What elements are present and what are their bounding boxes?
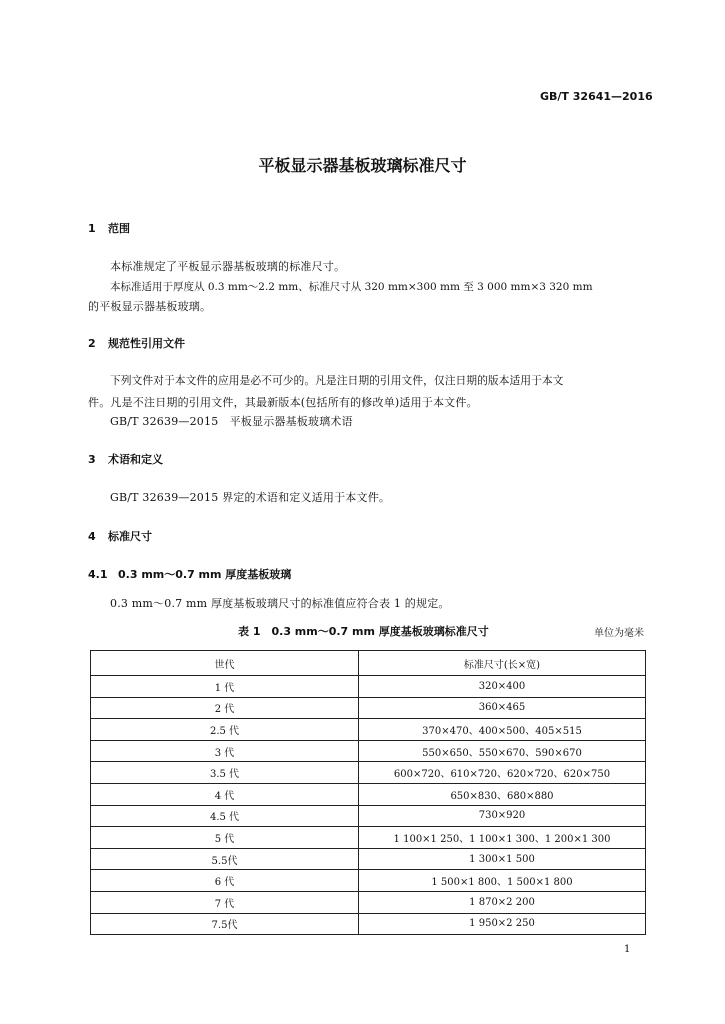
section-1-paragraph-1: 本标准规定了平板显示器基板玻璃的标准尺寸。 — [110, 260, 346, 273]
table-row — [91, 848, 646, 870]
table-row — [91, 783, 646, 805]
section-2-paragraph-line-2: 件。凡是不注日期的引用文件，其最新版本(包括所有的修改单)适用于本文件。 — [88, 396, 478, 409]
generation-cell: 7 代 — [91, 891, 359, 913]
generation-cell: 5 代 — [91, 827, 359, 849]
section-2-heading — [88, 335, 185, 351]
table-caption: 表 1 0.3 mm～0.7 mm 厚度基板玻璃标准尺寸 — [238, 625, 489, 638]
section-title: 标准尺寸 — [108, 530, 152, 543]
column-header-generation: 世代 — [91, 651, 359, 676]
section-number: 3 — [88, 453, 96, 466]
section-4-heading — [88, 528, 152, 544]
generation-cell: 7.5代 — [91, 913, 359, 935]
size-cell: 360×465 — [359, 697, 646, 719]
normative-reference: GB/T 32639—2015 平板显示器基板玻璃术语 — [110, 415, 353, 428]
generation-cell: 6 代 — [91, 870, 359, 892]
table-row — [91, 740, 646, 762]
size-table — [90, 650, 646, 935]
table-row — [91, 762, 646, 784]
section-title: 范围 — [108, 222, 130, 235]
size-cell: 600×720、610×720、620×720、620×750 — [359, 762, 646, 784]
generation-cell: 3 代 — [91, 740, 359, 762]
size-cell: 1 500×1 800、1 500×1 800 — [359, 870, 646, 892]
generation-cell: 2 代 — [91, 697, 359, 719]
subsection-number: 4.1 — [88, 568, 108, 581]
table-row — [91, 913, 646, 935]
generation-cell: 2.5 代 — [91, 719, 359, 741]
table-row — [91, 697, 646, 719]
table-row — [91, 870, 646, 892]
document-title: 平板显示器基板玻璃标准尺寸 — [258, 156, 467, 175]
section-2-paragraph-line-1: 下列文件对于本文件的应用是必不可少的。凡是注日期的引用文件，仅注日期的版本适用于本文 — [110, 374, 564, 387]
table-row — [91, 827, 646, 849]
size-cell: 1 300×1 500 — [359, 848, 646, 870]
size-cell: 1 870×2 200 — [359, 891, 646, 913]
section-3-paragraph: GB/T 32639—2015 界定的术语和定义适用于本文件。 — [110, 491, 391, 504]
section-1-paragraph-2-line-2: 的平板显示器基板玻璃。 — [88, 300, 212, 313]
section-title: 术语和定义 — [108, 453, 163, 466]
generation-cell: 1 代 — [91, 676, 359, 698]
table-row — [91, 676, 646, 698]
size-cell: 1 950×2 250 — [359, 913, 646, 935]
table-row — [91, 805, 646, 827]
table-row — [91, 891, 646, 913]
section-number: 2 — [88, 337, 96, 350]
generation-cell: 3.5 代 — [91, 762, 359, 784]
size-cell: 730×920 — [359, 805, 646, 827]
section-number: 1 — [88, 222, 96, 235]
generation-cell: 5.5代 — [91, 848, 359, 870]
section-3-heading — [88, 451, 163, 467]
generation-cell: 4.5 代 — [91, 805, 359, 827]
size-cell: 370×470、400×500、405×515 — [359, 719, 646, 741]
section-title: 规范性引用文件 — [108, 337, 185, 350]
standard-code: GB/T 32641—2016 — [540, 90, 653, 103]
table-header-row — [91, 651, 646, 676]
table-unit-note: 单位为毫米 — [594, 628, 644, 639]
subsection-4-1-paragraph: 0.3 mm～0.7 mm 厚度基板玻璃尺寸的标准值应符合表 1 的规定。 — [110, 597, 450, 610]
page-number: 1 — [624, 944, 631, 955]
size-cell: 1 100×1 250、1 100×1 300、1 200×1 300 — [359, 827, 646, 849]
subsection-title: 0.3 mm～0.7 mm 厚度基板玻璃 — [118, 568, 292, 581]
size-cell: 650×830、680×880 — [359, 783, 646, 805]
size-cell: 320×400 — [359, 676, 646, 698]
size-cell: 550×650、550×670、590×670 — [359, 740, 646, 762]
column-header-size: 标准尺寸(长×宽) — [359, 651, 646, 676]
generation-cell: 4 代 — [91, 783, 359, 805]
section-1-paragraph-2-line-1: 本标准适用于厚度从 0.3 mm～2.2 mm、标准尺寸从 320 mm×300 mm 至 3 000 mm×3 320 mm — [110, 281, 593, 293]
table-row — [91, 719, 646, 741]
section-1-heading — [88, 220, 130, 236]
section-number: 4 — [88, 530, 96, 543]
subsection-4-1-heading — [88, 566, 291, 582]
